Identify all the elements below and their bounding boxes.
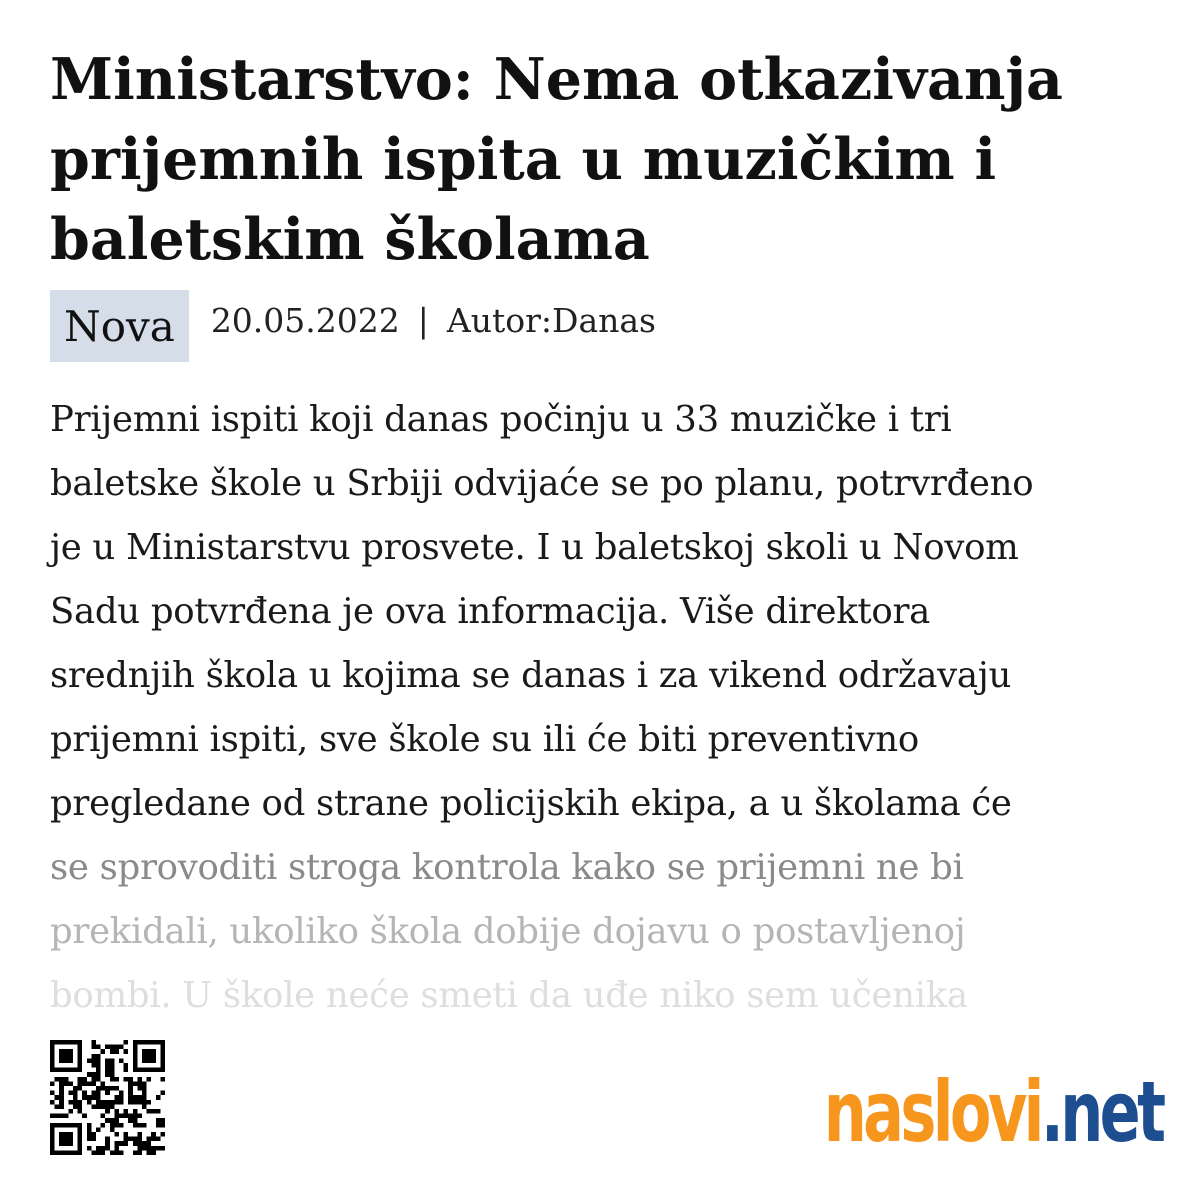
body-line: je u Ministarstvu prosvete. I u baletskoj skoli u Novom xyxy=(50,527,1019,568)
logo-text-naslovi: naslovi xyxy=(823,1063,1041,1161)
body-line: srednjih škola u kojima se danas i za vikend održavaju xyxy=(50,655,1012,696)
body-line: baletske škole u Srbiji odvijaće se po planu, potrvrđeno xyxy=(50,463,1034,504)
body-line: se sprovoditi stroga kontrola kako se prijemni ne bi xyxy=(50,847,964,888)
article-title xyxy=(50,40,1160,280)
title-line: baletskim školama xyxy=(50,206,650,273)
title-line: prijemnih ispita u muzičkim i xyxy=(50,126,997,193)
naslovi-logo[interactable] xyxy=(823,1062,1162,1162)
article-meta xyxy=(50,290,656,362)
title-line: Ministarstvo: Nema otkazivanja xyxy=(50,46,1063,113)
source-badge[interactable]: Nova xyxy=(50,290,189,362)
body-line: prijemni ispiti, sve škole su ili će biti preventivno xyxy=(50,719,919,760)
meta-text xyxy=(211,301,656,340)
body-line: pregledane od strane policijskih ekipa, a u školama će xyxy=(50,783,1012,824)
body-line: prekidali, ukoliko škola dobije dojavu o postavljenoj xyxy=(50,911,966,952)
qr-code-icon[interactable] xyxy=(50,1040,165,1155)
article-author: Autor:Danas xyxy=(446,300,656,340)
article-body xyxy=(50,388,1160,1028)
body-line: Sadu potvrđena je ova informacija. Više direktora xyxy=(50,591,930,632)
meta-separator: | xyxy=(417,300,429,340)
body-line: bombi. U škole neće smeti da uđe niko sem učenika xyxy=(50,975,968,1016)
logo-text-net: .net xyxy=(1040,1063,1162,1161)
article-date: 20.05.2022 xyxy=(210,300,400,340)
body-line: Prijemni ispiti koji danas počinju u 33 muzičke i tri xyxy=(50,399,952,440)
